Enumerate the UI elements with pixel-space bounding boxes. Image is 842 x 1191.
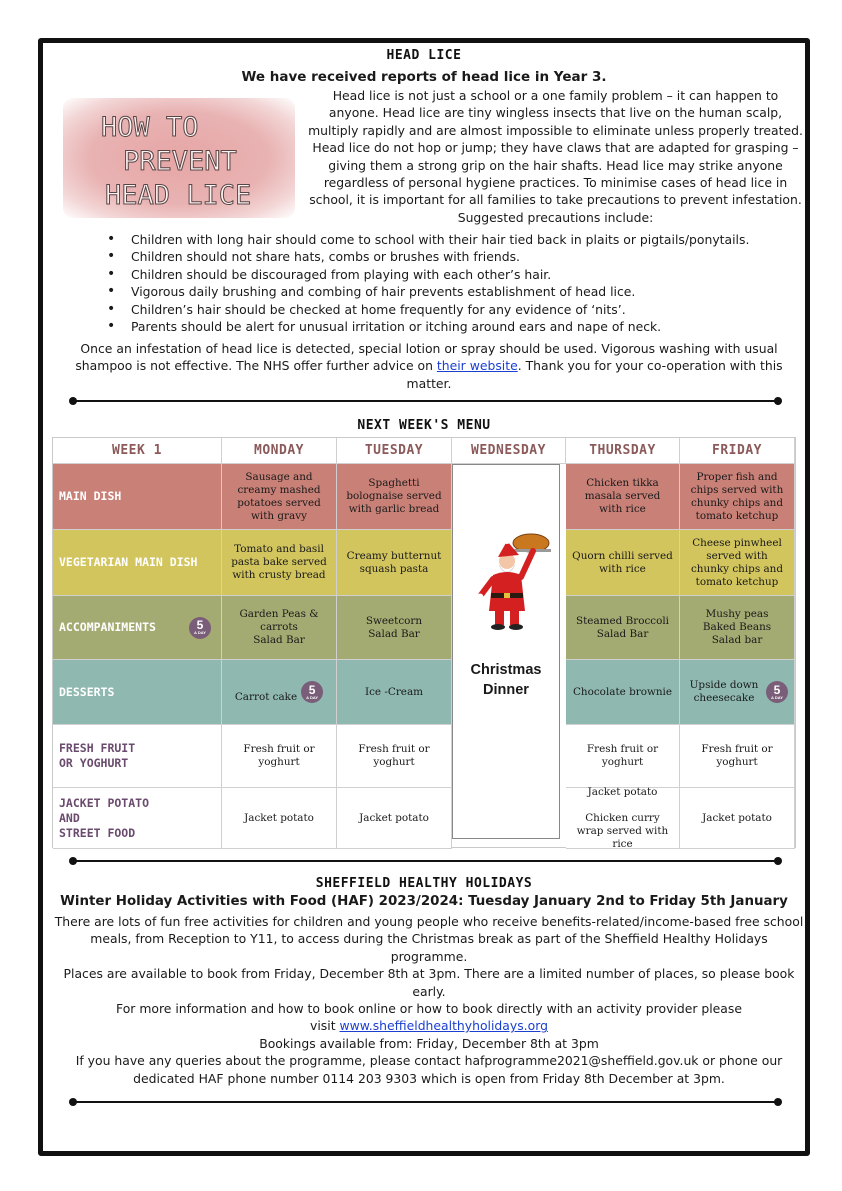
menu-day-header: WEDNESDAY (452, 438, 566, 464)
hh-paragraph-1: There are lots of fun free activities for children and young people who receive benefits-related/income-based free school meals, from Reception to Y11, to access during the Christmas break as part of the Sheffield Healthy Holidays programme. (54, 914, 804, 964)
list-item: • Children’s hair should be checked at home frequently for any evidence of ‘nits’. (103, 301, 803, 318)
healthy-holidays-subtitle: Winter Holiday Activities with Food (HAF) 2023/2024: Tuesday January 2nd to Friday 5th January (60, 894, 788, 909)
badge-number: 5 (196, 618, 204, 632)
menu-cell-tuesday (337, 530, 452, 596)
hh-visit-line (53, 1017, 805, 1034)
dish-text: Garden Peas & carrots Salad Bar (239, 608, 319, 646)
menu-cell-friday (680, 530, 795, 596)
healthy-holidays-title: SHEFFIELD HEALTHY HOLIDAYS (315, 876, 533, 891)
dish-text: Jacket potato (702, 811, 772, 824)
menu-cell-friday (680, 788, 795, 849)
dish-text: Fresh fruit or yoghurt (701, 743, 773, 768)
dish-text: Upside down cheesecake (689, 679, 759, 704)
head-lice-intro: Head lice is not just a school or a one family problem – it can happen to anyone. Head lice are tiny wingless insects that live on the human scalp, multiply rapidly and are almost impossible to eliminate unless properly treated. Head lice do not hop or jump; they have claws that are adapted for grasping – giving them a strong grip on the hair shafts. Head lice may strike anyone regardless of personal hygiene practices. To minimise cases of head lice in school, it is important for all families to take precautions to prevent infestation. Suggested precautions include: (308, 88, 803, 225)
badge-text: A DAY (306, 694, 319, 700)
row-label-text: MAIN DISH (59, 489, 122, 503)
menu-cell-thursday (566, 464, 680, 530)
outro-text-start: Once an infestation of head lice is detected, special lotion or spray should be used. Vigorous washing with usual shampoo is not effective. The NHS offer further advice on (75, 341, 778, 374)
hh-paragraph-3: For more information and how to book online or how to book directly with an activity provider please (116, 1001, 742, 1017)
menu-cell-monday (222, 725, 337, 788)
menu-day-header: THURSDAY (566, 438, 680, 464)
menu-cell-monday (222, 464, 337, 530)
menu-day-header: FRIDAY (680, 438, 795, 464)
badge-number: 5 (308, 682, 316, 697)
menu-cell-monday (222, 596, 337, 660)
visit-label: visit (310, 1018, 340, 1034)
hh-paragraph-2: Places are available to book from Friday, December 8th at 3pm. There are a limited number of places, so please book early. (63, 966, 795, 999)
image-line-1: HOW TO (101, 112, 199, 143)
dish-text: Quorn chilli served with rice (572, 549, 673, 575)
dish-text: Tomato and basil pasta bake served with crusty bread (231, 543, 327, 581)
badge-text: A DAY (771, 694, 783, 700)
dish-text: Fresh fruit or yoghurt (358, 743, 430, 768)
menu-row-label (53, 788, 222, 849)
head-lice-title: HEAD LICE (386, 48, 462, 63)
dish-text: Sausage and creamy mashed potatoes served with gravy (237, 470, 321, 522)
menu-cell-friday (680, 596, 795, 660)
outro-text-end: . Thank you for your co-operation with this matter. (406, 358, 783, 391)
dish-text: Mushy peas Baked Beans Salad bar (702, 608, 772, 646)
five-a-day-badge-icon (301, 681, 323, 703)
image-line-3: HEAD LICE (105, 180, 252, 211)
menu-cell-tuesday (337, 788, 452, 849)
dish-text: Carrot cake (234, 690, 298, 703)
menu-cell-tuesday (337, 596, 452, 660)
hh-paragraph-4: If you have any queries about the programme, please contact hafprogramme2021@sheffield.gov.uk or phone our dedicated HAF phone number 0114 203 9303 which is open from Friday 8th December at 3pm. (75, 1053, 783, 1086)
badge-number: 5 (773, 682, 781, 697)
dish-text: Jacket potato Chicken curry wrap served with rice (576, 785, 669, 850)
dish-text: Proper fish and chips served with chunky chips and tomato ketchup (690, 470, 784, 522)
row-label-text: ACCOMPANIMENTS (59, 620, 156, 634)
dish-text: Sweetcorn Salad Bar (365, 614, 423, 640)
healthy-holidays-body (53, 913, 805, 1087)
menu-row-label (53, 725, 222, 788)
list-item: • Children should not share hats, combs or brushes with friends. (103, 248, 803, 265)
image-line-2: PREVENT (123, 146, 237, 177)
dish-text: Steamed Broccoli Salad Bar (576, 614, 669, 640)
wednesday-christmas-dinner (452, 464, 560, 839)
head-lice-outro (53, 340, 805, 392)
head-lice-subtitle: We have received reports of head lice in Year 3. (241, 69, 607, 85)
menu-cell-friday (680, 725, 795, 788)
list-item: • Vigorous daily brushing and combing of hair prevents establishment of head lice. (103, 283, 803, 300)
weekly-menu-table (52, 437, 796, 848)
badge-text: A DAY (194, 630, 206, 635)
dish-text: Jacket potato (244, 811, 314, 824)
dish-text: Creamy butternut squash pasta (346, 549, 442, 575)
how-to-prevent-head-lice-image (63, 98, 295, 218)
section-divider (73, 860, 778, 862)
menu-cell-thursday (566, 725, 680, 788)
section-divider (73, 1101, 778, 1103)
menu-row-label (53, 660, 222, 725)
menu-cell-thursday (566, 530, 680, 596)
row-label-text: VEGETARIAN MAIN DISH (59, 555, 198, 569)
christmas-dinner-label: Christmas Dinner (470, 662, 542, 698)
section-divider (73, 400, 778, 402)
menu-day-header: TUESDAY (337, 438, 452, 464)
dish-text: Cheese pinwheel served with chunky chips and tomato ketchup (690, 536, 784, 588)
menu-week-header: WEEK 1 (53, 438, 222, 464)
list-item: • Children with long hair should come to school with their hair tied back in plaits or pigtails/ponytails. (103, 231, 803, 248)
dish-text: Jacket potato (359, 811, 429, 824)
menu-row-label (53, 464, 222, 530)
menu-cell-thursday (566, 596, 680, 660)
list-item: • Parents should be alert for unusual irritation or itching around ears and nape of neck. (103, 318, 803, 335)
dish-text: Ice -Cream (364, 685, 423, 698)
menu-cell-thursday (566, 785, 680, 850)
menu-title: NEXT WEEK'S MENU (357, 418, 491, 433)
row-label-text: JACKET POTATO AND STREET FOOD (59, 795, 150, 840)
santa-with-turkey-icon (453, 523, 561, 643)
menu-cell-tuesday (337, 725, 452, 788)
precautions-list (103, 231, 803, 335)
nhs-website-link[interactable]: their website (436, 358, 518, 374)
menu-row-label (53, 596, 222, 660)
five-a-day-badge-icon (189, 617, 211, 639)
menu-row-label (53, 530, 222, 596)
menu-day-header: MONDAY (222, 438, 337, 464)
menu-cell-monday (222, 788, 337, 849)
menu-cell-monday (222, 660, 337, 725)
healthy-holidays-link[interactable]: www.sheffieldhealthyholidays.org (339, 1018, 548, 1034)
dish-text: Chocolate brownie (572, 685, 673, 698)
five-a-day-badge-icon (766, 681, 788, 703)
dish-text: Spaghetti bolognaise served with garlic bread (346, 477, 442, 515)
menu-cell-friday (680, 660, 795, 725)
dish-text: Chicken tikka masala served with rice (584, 477, 661, 515)
menu-cell-thursday (566, 660, 680, 725)
dish-text: Fresh fruit or yoghurt (243, 743, 315, 768)
dish-text: Fresh fruit or yoghurt (586, 743, 659, 768)
list-item: • Children should be discouraged from playing with each other’s hair. (103, 266, 803, 283)
hh-bookings: Bookings available from: Friday, December 8th at 3pm (259, 1035, 599, 1051)
menu-cell-tuesday (337, 464, 452, 530)
row-label-text: DESSERTS (59, 684, 115, 699)
head-lice-image-text (63, 98, 295, 218)
menu-cell-monday (222, 530, 337, 596)
menu-cell-tuesday (337, 660, 452, 725)
row-label-text: FRESH FRUIT OR YOGHURT (59, 741, 136, 770)
menu-cell-friday (680, 464, 795, 530)
newsletter-page-frame (38, 38, 810, 1156)
